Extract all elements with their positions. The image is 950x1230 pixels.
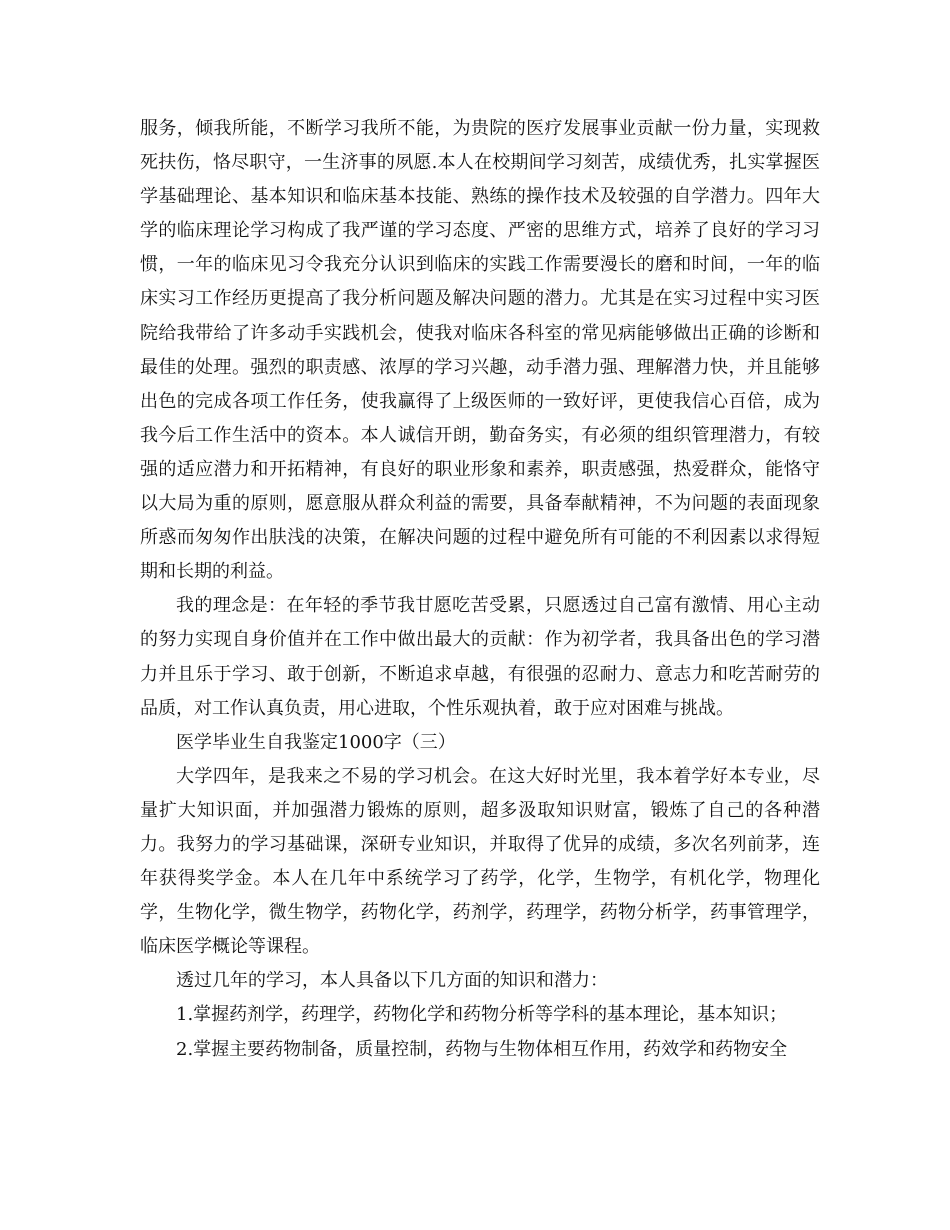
list-item-1: 1.掌握药剂学，药理学，药物化学和药物分析等学科的基本理论，基本知识； [176, 1004, 788, 1026]
paragraph-abilities-intro: 透过几年的学习，本人具备以下几方面的知识和潜力： [176, 970, 608, 992]
paragraph-continued: 服务，倾我所能，不断学习我所不能，为贵院的医疗发展事业贡献一份力量，实现救死扶伤，恪尽职守，一生济事的夙愿.本人在校期间学习刻苦，成绩优秀，扎实掌握医学基础理论、基本知识和临床基本技能、熟练的操作技术及较强的自学潜力。四年大学的临床理论学习构成了我严谨的学习态度、严密的思维方式，培养了良好的学习习惯，一年的临床见习令我充分认识到临床的实践工作需要漫长的磨和时间，一年的临床实习工作经历更提高了我分析问题及解决问题的潜力。尤其是在实习过程中实习医院给我带给了许多动手实践机会，使我对临床各科室的常见病能够做出正确的诊断和最佳的处理。强烈的职责感、浓厚的学习兴趣，动手潜力强、理解潜力快，并且能够出色的完成各项工作任务，使我赢得了上级医师的一致好评，更使我信心百倍，成为我今后工作生活中的资本。本人诚信开朗，勤奋务实，有必须的组织管理潜力，有较强的适应潜力和开拓精神，有良好的职业形象和素养，职责感强，热爱群众，能恪守以大局为重的原则，愿意服从群众利益的需要，具备奉献精神，不为问题的表面现象所惑而匆匆作出肤浅的决策，在解决问题的过程中避免所有可能的不利因素以求得短期和长期的利益。 [140, 118, 820, 583]
section-heading: 医学毕业生自我鉴定1000字（三） [176, 731, 456, 753]
list-item-2: 2.掌握主要药物制备，质量控制，药物与生物体相互作用，药效学和药物安全 [176, 1038, 788, 1060]
paragraph-philosophy: 我的理念是：在年轻的季节我甘愿吃苦受累，只愿透过自己富有激情、用心主动的努力实现自身价值并在工作中做出最大的贡献：作为初学者，我具备出色的学习潜力并且乐于学习、敢于创新，不断追求卓越，有很强的忍耐力、意志力和吃苦耐劳的品质，对工作认真负责，用心进取，个性乐观执着，敢于应对困难与挑战。 [140, 595, 820, 719]
paragraph-university: 大学四年，是我来之不易的学习机会。在这大好时光里，我本着学好本专业，尽量扩大知识面，并加强潜力锻炼的原则，超多汲取知识财富，锻炼了自己的各种潜力。我努力的学习基础课，深研专业知识，并取得了优异的成绩，多次名列前茅，连年获得奖学金。本人在几年中系统学习了药学，化学，生物学，有机化学，物理化学，生物化学，微生物学，药物化学，药剂学，药理学，药物分析学，药事管理学，临床医学概论等课程。 [140, 765, 820, 958]
